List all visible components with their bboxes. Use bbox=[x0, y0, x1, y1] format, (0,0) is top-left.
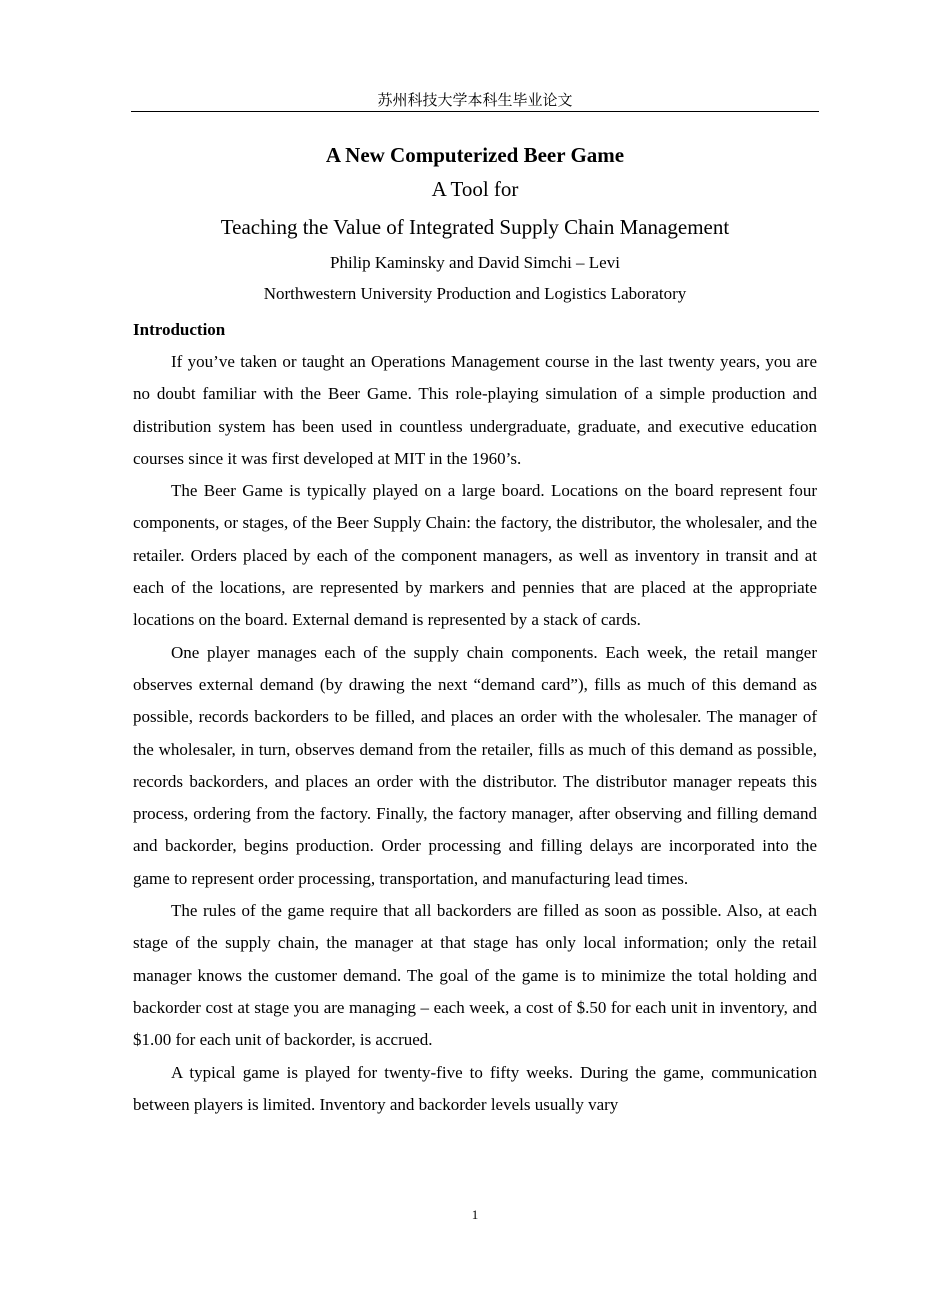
paragraph: The Beer Game is typically played on a large board. Locations on the board represent four components, or stages, of the Beer Supply Chain: the factory, the distributor, the wholesaler, and the retailer. Orders placed by each of the component managers, as well as inventory in transit and at each of the locations, are represented by markers and pennies that are placed at the appropriate locations on the board. External demand is represented by a stack of cards. bbox=[133, 481, 817, 630]
paragraph: A typical game is played for twenty-five to fifty weeks. During the game, communication between players is limited. Inventory and backorder levels usually vary bbox=[133, 1062, 817, 1114]
article-affiliation: Northwestern University Production and Logistics Laboratory bbox=[263, 284, 687, 303]
article-authors: Philip Kaminsky and David Simchi – Levi bbox=[330, 253, 620, 272]
section-heading: Introduction bbox=[133, 320, 226, 339]
header-rule bbox=[131, 111, 819, 112]
paragraph: One player manages each of the supply chain components. Each week, the retail manger observes external demand (by drawing the next “demand card”), fills as much of this demand as possible, records backorders to be filled, and places an order with the wholesaler. The manager of the wholesaler, in turn, observes demand from the retailer, fills as much of this demand as possible, records backorders, and places an order with the distributor. The distributor manager repeats this process, ordering from the factory. Finally, the factory manager, after observing and filling demand and backorder, begins production. Order processing and filling delays are incorporated into the game to represent order processing, transportation, and manufacturing lead times. bbox=[133, 642, 817, 888]
article-subtitle-line2: Teaching the Value of Integrated Supply Chain Management bbox=[220, 215, 730, 239]
article-subtitle-line1: A Tool for bbox=[431, 177, 519, 201]
title-block bbox=[131, 140, 819, 310]
paragraph: The rules of the game require that all backorders are filled as soon as possible. Also, at each stage of the supply chain, the manager at that stage has only local information; only the retail manager knows the customer demand. The goal of the game is to minimize the total holding and backorder cost at stage you are managing – each week, a cost of $.50 for each unit in inventory, and $1.00 for each unit of backorder, is accrued. bbox=[133, 901, 817, 1050]
article-title: A New Computerized Beer Game bbox=[325, 143, 625, 167]
body-text bbox=[133, 314, 817, 1121]
paragraph: If you’ve taken or taught an Operations Management course in the last twenty years, you are no doubt familiar with the Beer Game. This role-playing simulation of a simple production and distribution system has been used in countless undergraduate, graduate, and executive education courses since it was first developed at MIT in the 1960’s. bbox=[133, 352, 817, 468]
running-header: 苏州科技大学本科生毕业论文 bbox=[377, 91, 573, 109]
page-number: 1 bbox=[471, 1207, 479, 1222]
